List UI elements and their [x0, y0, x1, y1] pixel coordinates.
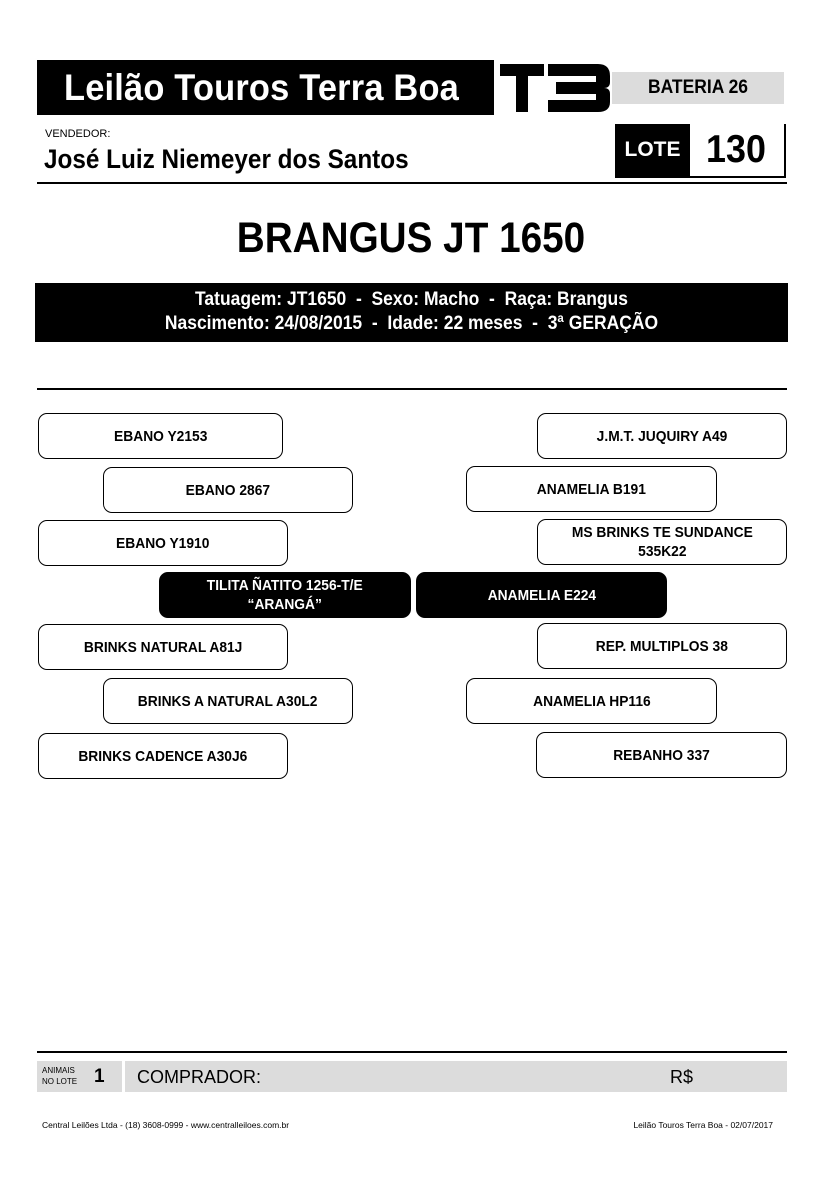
- pedigree-paternal-grandsire: EBANO 2867: [103, 467, 353, 513]
- vendor-label: VENDEDOR:: [45, 128, 111, 140]
- pedigree-maternal-great-grandsire: J.M.T. JUQUIRY A49: [537, 413, 787, 459]
- pedigree-divider: [37, 388, 787, 390]
- logo-letter-b: [548, 64, 610, 112]
- pedigree-paternal-great-granddam: EBANO Y1910: [38, 520, 288, 566]
- vendor-name: José Luiz Niemeyer dos Santos: [44, 144, 409, 174]
- buyer-label: COMPRADOR:: [137, 1067, 262, 1087]
- pedigree-paternal-granddam: BRINKS A NATURAL A30L2: [103, 678, 353, 724]
- pedigree-dam: ANAMELIA E224: [416, 572, 667, 618]
- pedigree-maternal-grandsire: ANAMELIA B191: [466, 466, 717, 512]
- lote-number: 130: [706, 128, 766, 171]
- footer-credit-company: Central Leilões Ltda - (18) 3608-0999 - www.centralleiloes.com.br: [42, 1120, 290, 1130]
- footer-divider: [37, 1051, 787, 1053]
- animals-in-lot-label: ANIMAIS NO LOTE: [42, 1066, 78, 1086]
- pedigree-maternal-great-grandsire-2: REP. MULTIPLOS 38: [537, 623, 787, 669]
- pedigree-paternal-great-grandsire: EBANO Y2153: [38, 413, 283, 459]
- pedigree-paternal-great-grandsire-2: BRINKS NATURAL A81J: [38, 624, 288, 670]
- footer-separator: [122, 1061, 125, 1092]
- pedigree-maternal-great-granddam-2: REBANHO 337: [536, 732, 787, 778]
- animal-name: BRANGUS JT 1650: [236, 214, 586, 262]
- pedigree-maternal-great-granddam: MS BRINKS TE SUNDANCE 535K22: [537, 519, 787, 565]
- auction-title: Leilão Touros Terra Boa: [64, 67, 459, 108]
- footer-credit-event: Leilão Touros Terra Boa - 02/07/2017: [633, 1120, 773, 1130]
- pedigree-maternal-granddam: ANAMELIA HP116: [466, 678, 717, 724]
- pedigree-paternal-great-granddam-2: BRINKS CADENCE A30J6: [38, 733, 288, 779]
- bateria-label: BATERIA 26: [647, 77, 749, 98]
- currency-label: R$: [670, 1067, 694, 1087]
- info-line-1: Tatuagem: JT1650 - Sexo: Macho - Raça: Brangus: [195, 289, 628, 310]
- pedigree-sire: TILITA ÑATITO 1256-T/E “ARANGÁ”: [159, 572, 411, 618]
- lote-label: LOTE: [624, 138, 681, 161]
- header-divider: [37, 182, 787, 184]
- animals-in-lot-count: 1: [94, 1066, 105, 1087]
- tb-logo: [494, 58, 616, 118]
- info-line-2: Nascimento: 24/08/2015 - Idade: 22 meses - 3ª GERAÇÃO: [164, 313, 659, 334]
